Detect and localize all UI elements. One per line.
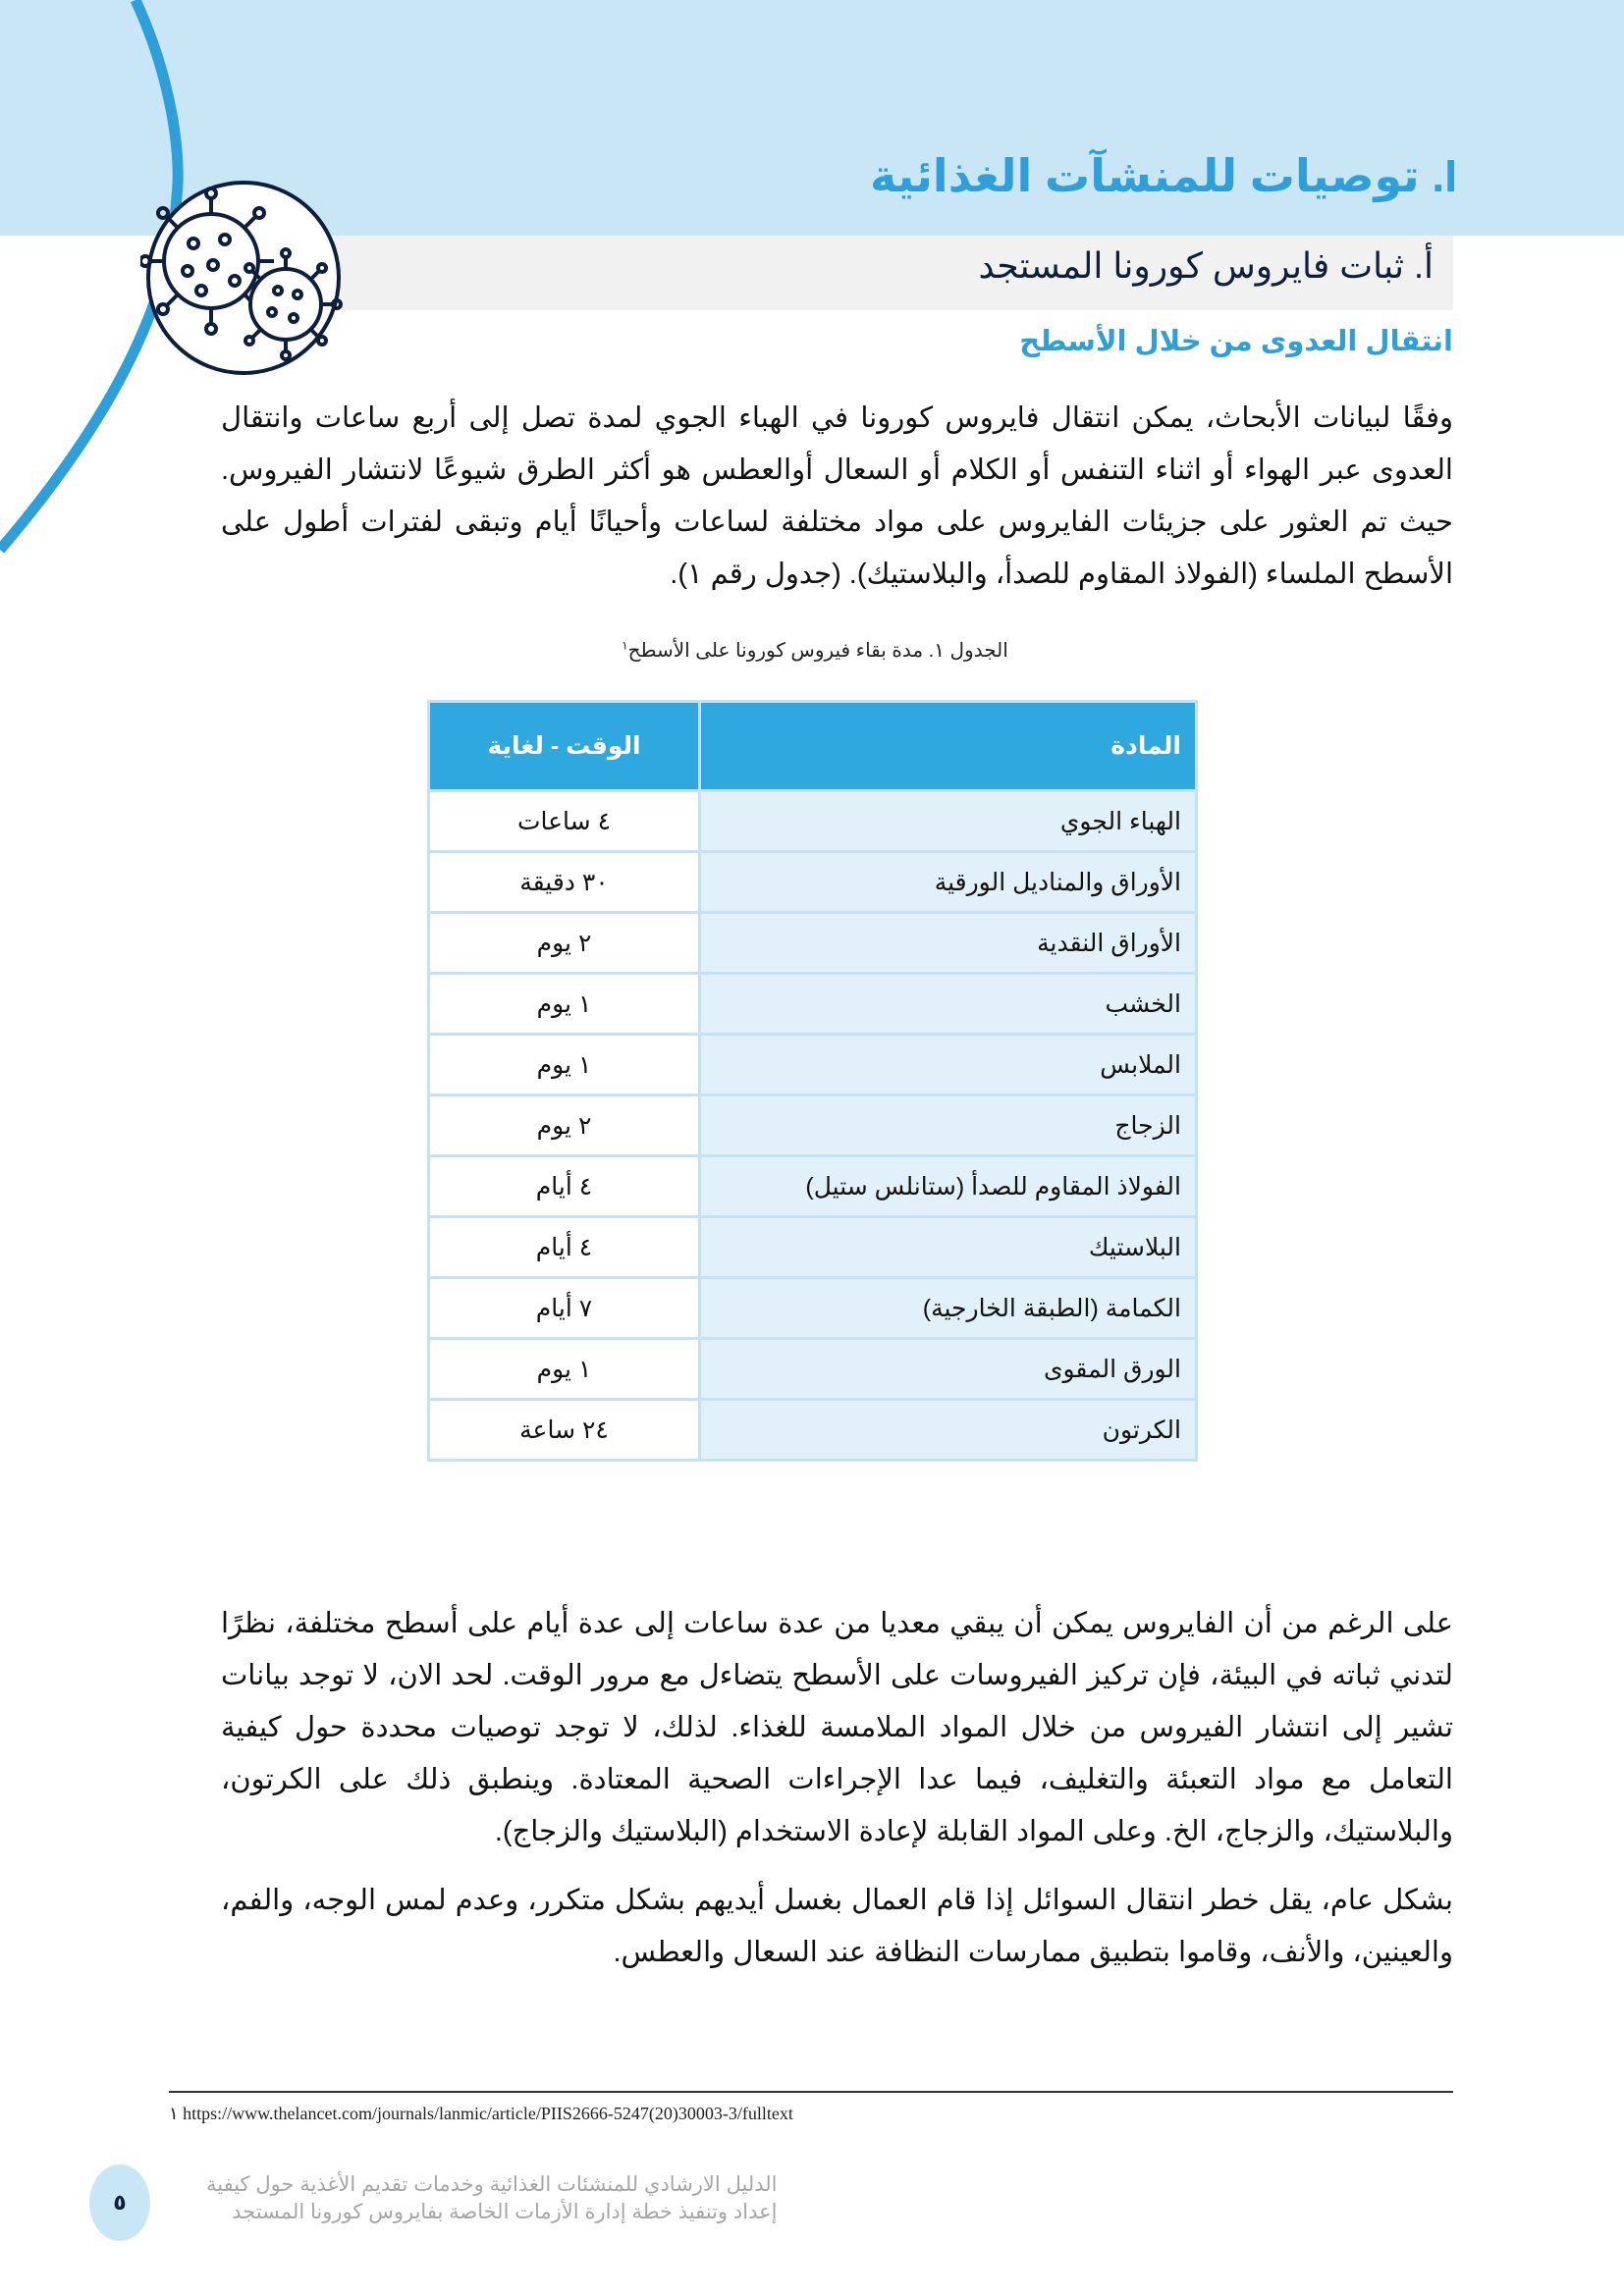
- cell-time: ٢٤ ساعة: [429, 1400, 700, 1461]
- cell-time: ٣٠ دقيقة: [429, 852, 700, 913]
- table-row: [429, 913, 1197, 974]
- subsection-title: أ. ثبات فايروس كورونا المستجد: [978, 245, 1434, 286]
- table-row: [429, 791, 1197, 852]
- cell-material: الملابس: [700, 1035, 1197, 1095]
- cell-time: ٧ أيام: [429, 1278, 700, 1339]
- section-heading: انتقال العدوى من خلال الأسطح: [1019, 326, 1453, 357]
- cell-material: الفولاذ المقاوم للصدأ (ستانلس ستيل): [700, 1156, 1197, 1217]
- intro-paragraph: وفقًا لبيانات الأبحاث، يمكن انتقال فايروس كورونا في الهباء الجوي لمدة تصل إلى أربع ساعات وانتقال العدوى عبر الهواء أو اثناء التنفس أو الكلام أو السعال أوالعطس هو أكثر الطرق شيوعًا لانتشار الفيروس. حيث تم العثور على جزيئات الفايروس على مواد مختلفة لساعات وأحيانًا أيام وتبقى لفترات أطول على الأسطح الملساء (الفولاذ المقاوم للصدأ، والبلاستيك). (جدول رقم ١).: [221, 402, 1453, 590]
- hygiene-paragraph: بشكل عام، يقل خطر انتقال السوائل إذا قام العمال بغسل أيديهم بشكل متكرر، وعدم لمس الوجه، والفم، والعينين، والأنف، وقاموا بتطبيق ممارسات النظافة عند السعال والعطس.: [221, 1885, 1453, 1968]
- table-caption-text: الجدول ١. مدة بقاء فيروس كورونا على الأسطح: [627, 640, 1008, 662]
- table-row: [429, 1278, 1197, 1339]
- table-row: [429, 852, 1197, 913]
- table-row: [429, 1156, 1197, 1217]
- table-row: [429, 1035, 1197, 1095]
- packaging-paragraph: على الرغم من أن الفايروس يمكن أن يبقي معديا من عدة ساعات إلى عدة أيام على أسطح مختلفة، نظرًا لتدني ثباته في البيئة، فإن تركيز الفيروسات على الأسطح يتضاءل مع مرور الوقت. لحد الان، لا توجد بيانات تشير إلى انتشار الفيروس من خلال المواد الملامسة للغذاء. لذلك، لا توجد توصيات محددة حول كيفية التعامل مع مواد التعبئة والتغليف، فيما عدا الإجراءات الصحية المعتادة. وينطبق ذلك على الكرتون، والبلاستيك، والزجاج، الخ. وعلى المواد القابلة لإعادة الاستخدام (البلاستيك والزجاج).: [221, 1608, 1453, 1847]
- table-row: [429, 1217, 1197, 1278]
- cell-material: الكرتون: [700, 1400, 1197, 1461]
- section-title: I. توصيات للمنشآت الغذائية: [869, 150, 1457, 201]
- footnote-number: ١: [169, 2104, 179, 2123]
- cell-material: الأوراق النقدية: [700, 913, 1197, 974]
- page-number: ٥: [113, 2190, 127, 2215]
- cell-material: الزجاج: [700, 1095, 1197, 1156]
- cell-time: ٢ يوم: [429, 1095, 700, 1156]
- footnote-link[interactable]: https://www.thelancet.com/journals/lanmic/article/PIIS2666-5247(20)30003-3/fulltext: [183, 2104, 793, 2123]
- page-number-badge: [89, 2164, 150, 2241]
- cell-time: ٤ أيام: [429, 1156, 700, 1217]
- cell-material: الأوراق والمناديل الورقية: [700, 852, 1197, 913]
- virus-icon: [140, 175, 347, 381]
- cell-time: ١ يوم: [429, 1339, 700, 1400]
- footnote: [169, 2104, 793, 2124]
- cell-material: البلاستيك: [700, 1217, 1197, 1278]
- surface-survival-table: [427, 700, 1198, 1462]
- footer-title: [206, 2171, 777, 2226]
- cell-material: الهباء الجوي: [700, 791, 1197, 852]
- cell-material: الورق المقوى: [700, 1339, 1197, 1400]
- table-row: [429, 1095, 1197, 1156]
- cell-time: ١ يوم: [429, 1035, 700, 1095]
- cell-material: الخشب: [700, 974, 1197, 1035]
- header-time: الوقت - لغاية: [429, 702, 700, 791]
- cell-time: ١ يوم: [429, 974, 700, 1035]
- table-row: [429, 1339, 1197, 1400]
- footnote-divider: [169, 2091, 1453, 2093]
- cell-time: ٢ يوم: [429, 913, 700, 974]
- table-row: [429, 974, 1197, 1035]
- footnote-mark: ١: [622, 638, 628, 653]
- table-row: [429, 1400, 1197, 1461]
- table-header-row: [429, 702, 1197, 791]
- footer-line-1: الدليل الارشادي للمنشئات الغذائية وخدمات تقديم الأغذية حول كيفية: [206, 2173, 778, 2196]
- footer-line-2: إعداد وتنفيذ خطة إدارة الأزمات الخاصة بفايروس كورونا المستجد: [232, 2201, 778, 2223]
- cell-time: ٤ أيام: [429, 1217, 700, 1278]
- table-caption: [412, 638, 1218, 663]
- cell-material: الكمامة (الطبقة الخارجية): [700, 1278, 1197, 1339]
- header-material: المادة: [700, 702, 1197, 791]
- cell-time: ٤ ساعات: [429, 791, 700, 852]
